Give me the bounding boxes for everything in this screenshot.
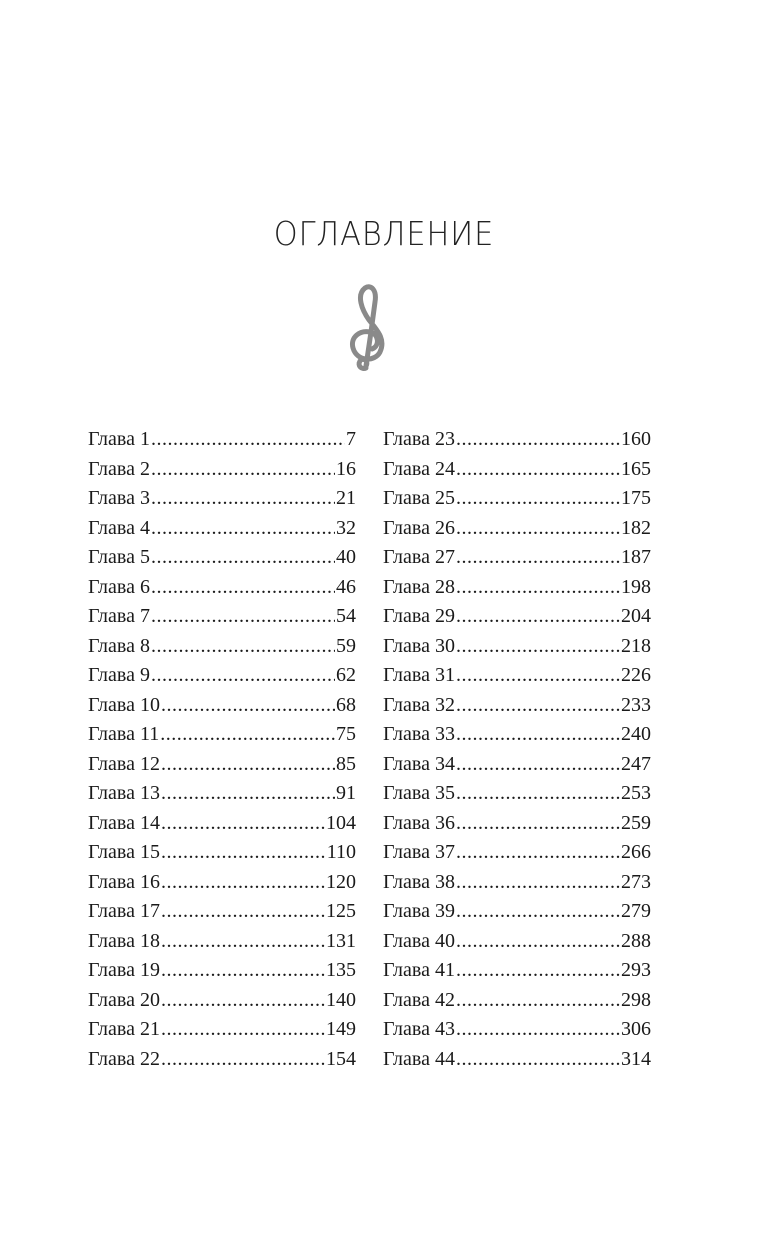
toc-entry-page: 247 [621, 752, 651, 775]
toc-leader-dots [151, 543, 335, 573]
toc-entry-page: 298 [621, 988, 651, 1011]
toc-leader-dots [151, 514, 335, 544]
toc-entry-label: Глава 22 [88, 1047, 160, 1070]
toc-entry [88, 809, 356, 839]
toc-leader-dots [456, 868, 620, 898]
toc-entry-page: 16 [336, 457, 356, 480]
toc-entry-page: 131 [326, 929, 356, 952]
toc-entry [383, 484, 651, 514]
toc-entry [383, 602, 651, 632]
toc-leader-dots [161, 868, 325, 898]
toc-entry-page: 154 [326, 1047, 356, 1070]
toc-leader-dots [456, 632, 620, 662]
toc-entry [383, 956, 651, 986]
toc-entry-label: Глава 21 [88, 1018, 160, 1040]
toc-entry-page: 160 [621, 428, 651, 450]
toc-leader-dots [456, 986, 620, 1016]
toc-entry-page: 218 [621, 634, 651, 657]
toc-entry-page: 7 [346, 428, 356, 450]
toc-entry [383, 927, 651, 957]
toc-entry-label: Глава 35 [383, 782, 455, 804]
toc-leader-dots [151, 484, 335, 514]
toc-entry [383, 1045, 651, 1075]
toc-entry [88, 956, 356, 986]
toc-leader-dots [456, 514, 620, 544]
toc-entry [383, 720, 651, 750]
toc-leader-dots [151, 573, 335, 603]
toc-entry [383, 868, 651, 898]
toc-leader-dots [456, 484, 620, 514]
toc-entry-page: 198 [621, 575, 651, 598]
toc-leader-dots [161, 779, 335, 809]
toc-entry-label: Глава 28 [383, 575, 455, 598]
toc-entry-label: Глава 12 [88, 752, 160, 775]
toc-entry [88, 927, 356, 957]
toc-entry-page: 279 [621, 900, 651, 922]
toc-entry [88, 543, 356, 573]
toc-leader-dots [151, 661, 335, 691]
toc-leader-dots [456, 602, 620, 632]
toc-entry-page: 54 [336, 605, 356, 627]
toc-leader-dots [160, 720, 335, 750]
toc-entry [88, 484, 356, 514]
toc-entry [383, 986, 651, 1016]
toc-leader-dots [151, 602, 335, 632]
toc-entry-label: Глава 32 [383, 693, 455, 716]
toc-entry-page: 149 [326, 1018, 356, 1040]
toc-leader-dots [151, 632, 335, 662]
toc-leader-dots [161, 897, 325, 927]
toc-entry-label: Глава 20 [88, 988, 160, 1011]
toc-leader-dots [161, 956, 325, 986]
toc-entry-page: 226 [621, 664, 651, 686]
toc-entry-label: Глава 3 [88, 487, 150, 509]
toc-leader-dots [161, 927, 325, 957]
toc-entry [383, 1015, 651, 1045]
toc-entry [88, 573, 356, 603]
toc-entry-page: 288 [621, 929, 651, 952]
toc-entry-page: 110 [326, 841, 356, 863]
toc-entry [88, 868, 356, 898]
toc-right-column [383, 425, 651, 1074]
toc-entry-label: Глава 7 [88, 605, 150, 627]
toc-entry-label: Глава 38 [383, 870, 455, 893]
toc-leader-dots [456, 661, 620, 691]
toc-leader-dots [151, 455, 335, 485]
toc-entry [88, 661, 356, 691]
toc-entry-page: 59 [336, 634, 356, 657]
toc-entry-page: 175 [621, 487, 651, 509]
toc-entry [383, 750, 651, 780]
toc-entry-label: Глава 44 [383, 1047, 455, 1070]
toc-leader-dots [161, 750, 335, 780]
toc-entry [88, 750, 356, 780]
toc-entry-label: Глава 13 [88, 782, 160, 804]
page-title: ОГЛАВЛЕНИЕ [273, 214, 495, 253]
toc-entry [383, 779, 651, 809]
toc-entry-page: 182 [621, 516, 651, 539]
toc-leader-dots [161, 691, 335, 721]
toc-entry-label: Глава 34 [383, 752, 455, 775]
toc-entry [383, 838, 651, 868]
toc-entry-page: 32 [336, 516, 356, 539]
treble-clef-icon [344, 282, 394, 374]
toc-entry-page: 240 [621, 723, 651, 745]
toc-entry-label: Глава 25 [383, 487, 455, 509]
toc-entry-label: Глава 11 [88, 723, 160, 745]
toc-entry-label: Глава 31 [383, 664, 455, 686]
toc-leader-dots [456, 897, 620, 927]
toc-leader-dots [456, 691, 620, 721]
toc-leader-dots [456, 750, 620, 780]
toc-entry [88, 838, 356, 868]
toc-entry [383, 573, 651, 603]
toc-leader-dots [161, 1015, 325, 1045]
toc-entry-label: Глава 40 [383, 929, 455, 952]
toc-entry-label: Глава 5 [88, 546, 150, 568]
toc-entry [383, 425, 651, 455]
toc-entry-page: 75 [336, 723, 356, 745]
toc-leader-dots [456, 838, 620, 868]
toc-entry-page: 306 [621, 1018, 651, 1040]
toc-leader-dots [456, 425, 620, 455]
toc-entry-page: 46 [336, 575, 356, 598]
toc-leader-dots [456, 573, 620, 603]
toc-entry-label: Глава 39 [383, 900, 455, 922]
toc-entry-page: 62 [336, 664, 356, 686]
toc-leader-dots [151, 425, 345, 455]
toc-entry-label: Глава 23 [383, 428, 455, 450]
toc-entry-page: 85 [336, 752, 356, 775]
toc-entry-page: 125 [326, 900, 356, 922]
toc-entry-page: 104 [326, 811, 356, 834]
toc-entry-label: Глава 6 [88, 575, 150, 598]
toc-entry [88, 1015, 356, 1045]
toc-leader-dots [456, 1045, 620, 1075]
toc-leader-dots [456, 455, 620, 485]
toc-entry-page: 253 [621, 782, 651, 804]
toc-entry-page: 204 [621, 605, 651, 627]
toc-entry-label: Глава 4 [88, 516, 150, 539]
toc-entry [383, 661, 651, 691]
toc-entry [88, 514, 356, 544]
toc-entry-label: Глава 33 [383, 723, 455, 745]
toc-entry-label: Глава 24 [383, 457, 455, 480]
toc-entry-label: Глава 30 [383, 634, 455, 657]
toc-entry [383, 691, 651, 721]
toc-entry-page: 259 [621, 811, 651, 834]
toc-entry-page: 266 [621, 841, 651, 863]
toc-entry-label: Глава 43 [383, 1018, 455, 1040]
toc-entry-page: 91 [336, 782, 356, 804]
toc-leader-dots [161, 1045, 325, 1075]
toc-entry [383, 543, 651, 573]
toc-entry-label: Глава 15 [88, 841, 160, 863]
toc-entry-label: Глава 10 [88, 693, 160, 716]
toc-entry-page: 21 [336, 487, 356, 509]
toc-entry-label: Глава 36 [383, 811, 455, 834]
toc-entry-page: 273 [621, 870, 651, 893]
toc-entry-page: 314 [621, 1047, 651, 1070]
toc-entry [88, 632, 356, 662]
toc-entry-label: Глава 8 [88, 634, 150, 657]
toc-entry [383, 455, 651, 485]
toc-entry-label: Глава 37 [383, 841, 455, 863]
toc-entry-label: Глава 9 [88, 664, 150, 686]
toc-entry [88, 986, 356, 1016]
toc-leader-dots [456, 720, 620, 750]
toc-entry [383, 809, 651, 839]
toc-entry-label: Глава 19 [88, 959, 160, 981]
toc-leader-dots [161, 809, 325, 839]
toc-leader-dots [456, 543, 620, 573]
toc-entry-label: Глава 2 [88, 457, 150, 480]
toc-leader-dots [161, 838, 326, 868]
toc-entry-label: Глава 26 [383, 516, 455, 539]
toc-entry-label: Глава 42 [383, 988, 455, 1011]
toc-entry [88, 691, 356, 721]
toc-entry [383, 897, 651, 927]
toc-entry [88, 1045, 356, 1075]
toc-entry-page: 135 [326, 959, 356, 981]
toc-entry [383, 514, 651, 544]
toc-entry [88, 425, 356, 455]
toc-entry-label: Глава 18 [88, 929, 160, 952]
toc-entry-page: 68 [336, 693, 356, 716]
toc-entry [88, 779, 356, 809]
toc-leader-dots [456, 779, 620, 809]
toc-entry-label: Глава 16 [88, 870, 160, 893]
toc-entry [88, 720, 356, 750]
toc-entry-page: 165 [621, 457, 651, 480]
toc-entry-page: 187 [621, 546, 651, 568]
toc-leader-dots [456, 809, 620, 839]
toc-entry-label: Глава 29 [383, 605, 455, 627]
toc-entry-label: Глава 41 [383, 959, 455, 981]
toc-leader-dots [161, 986, 325, 1016]
toc-entry [88, 455, 356, 485]
toc-entry-label: Глава 27 [383, 546, 455, 568]
toc-entry-page: 120 [326, 870, 356, 893]
toc-left-column [88, 425, 356, 1074]
toc-leader-dots [456, 1015, 620, 1045]
toc-entry-label: Глава 17 [88, 900, 160, 922]
toc-entry-page: 233 [621, 693, 651, 716]
toc-leader-dots [456, 956, 620, 986]
toc-entry [88, 897, 356, 927]
toc-entry-page: 293 [621, 959, 651, 981]
toc-entry [88, 602, 356, 632]
toc-entry-label: Глава 14 [88, 811, 160, 834]
toc-leader-dots [456, 927, 620, 957]
toc-entry-page: 140 [326, 988, 356, 1011]
toc-entry [383, 632, 651, 662]
toc-entry-page: 40 [336, 546, 356, 568]
toc-entry-label: Глава 1 [88, 428, 150, 450]
